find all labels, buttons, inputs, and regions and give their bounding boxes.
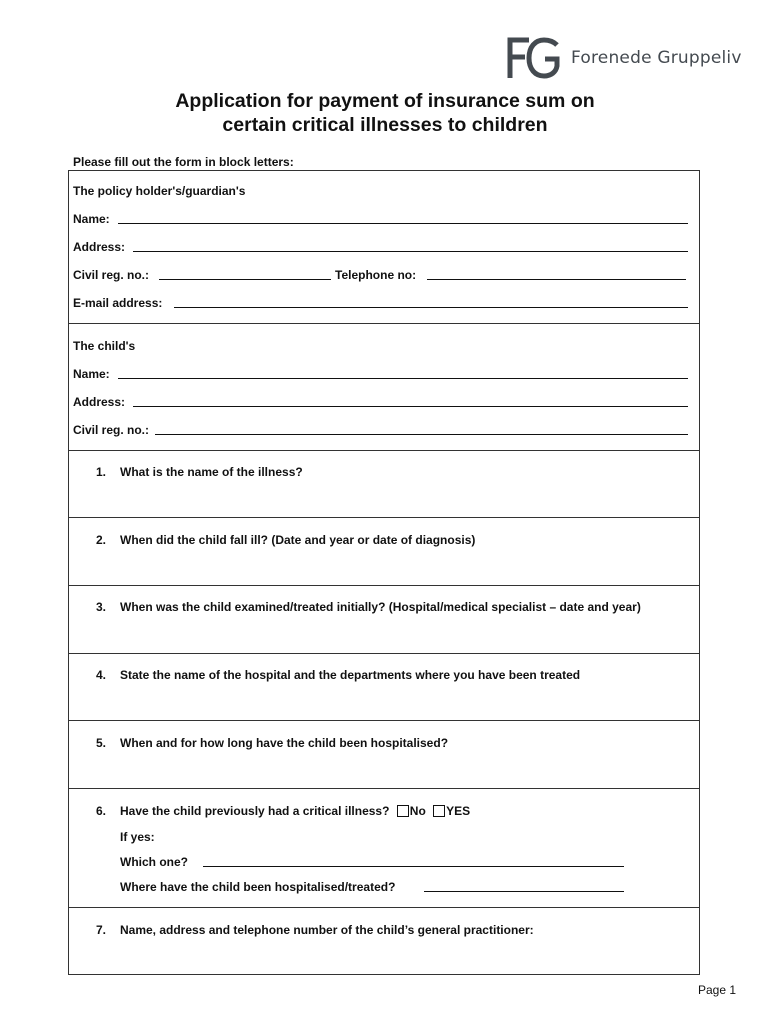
section-divider (68, 907, 700, 908)
guardian-email-label: E-mail address: (73, 296, 163, 310)
section-divider (68, 720, 700, 721)
hospitalised-where-field[interactable] (424, 891, 624, 892)
guardian-civil-label: Civil reg. no.: (73, 268, 150, 282)
option-no[interactable] (393, 804, 426, 818)
child-civil-field[interactable] (155, 434, 688, 435)
guardian-heading: The policy holder's/guardian's (73, 184, 246, 198)
which-one-field[interactable] (203, 866, 624, 867)
guardian-name-field[interactable] (118, 223, 688, 224)
guardian-name-label: Name: (73, 212, 110, 226)
fill-instruction: Please fill out the form in block letters: (73, 155, 294, 169)
section-divider (68, 323, 700, 324)
page-number: Page 1 (698, 983, 737, 997)
guardian-address-field[interactable] (133, 251, 688, 252)
option-yes[interactable] (429, 804, 470, 818)
question-4-text: State the name of the hospital and the departments where you have been treated (120, 668, 581, 682)
no-checkbox[interactable] (397, 805, 409, 817)
section-divider (68, 517, 700, 518)
section-divider (68, 788, 700, 789)
guardian-telephone-field[interactable] (427, 279, 686, 280)
if-yes-label: If yes: (120, 830, 155, 844)
guardian-telephone-label: Telephone no: (335, 268, 417, 282)
hospitalised-where-label: Where have the child been hospitalised/treated? (120, 880, 396, 894)
question-4-number: 4. (96, 668, 107, 682)
child-heading: The child's (73, 339, 136, 353)
question-1-number: 1. (96, 465, 107, 479)
no-label: No (409, 804, 426, 818)
question-6-row (120, 804, 470, 818)
question-2-text: When did the child fall ill? (Date and year or date of diagnosis) (120, 533, 476, 547)
guardian-email-field[interactable] (174, 307, 688, 308)
guardian-address-label: Address: (73, 240, 126, 254)
form-title (0, 89, 770, 137)
form-title-line-1: Application for payment of insurance sum on (175, 90, 595, 112)
yes-checkbox[interactable] (433, 805, 445, 817)
child-address-label: Address: (73, 395, 126, 409)
question-6-number: 6. (96, 804, 107, 818)
question-1-text: What is the name of the illness? (120, 465, 303, 479)
child-name-field[interactable] (118, 378, 688, 379)
child-address-field[interactable] (133, 406, 688, 407)
form-title-line-2: certain critical illnesses to children (222, 114, 548, 136)
child-name-label: Name: (73, 367, 110, 381)
section-divider (68, 585, 700, 586)
guardian-civil-field[interactable] (159, 279, 331, 280)
section-divider (68, 450, 700, 451)
question-7-number: 7. (96, 923, 107, 937)
question-3-number: 3. (96, 600, 107, 614)
child-civil-label: Civil reg. no.: (73, 423, 150, 437)
question-5-number: 5. (96, 736, 107, 750)
question-6-text: Have the child previously had a critical illness? (120, 804, 390, 818)
section-divider (68, 653, 700, 654)
fg-logo-mark (507, 37, 561, 79)
question-5-text: When and for how long have the child been hospitalised? (120, 736, 449, 750)
company-logo (507, 36, 742, 80)
question-3-text: When was the child examined/treated initially? (Hospital/medical specialist – date and year) (120, 600, 641, 614)
company-name: Forenede Gruppeliv (571, 48, 742, 68)
yes-label: YES (446, 804, 471, 818)
question-2-number: 2. (96, 533, 107, 547)
question-7-text: Name, address and telephone number of the child’s general practitioner: (120, 923, 534, 937)
which-one-label: Which one? (120, 855, 188, 869)
